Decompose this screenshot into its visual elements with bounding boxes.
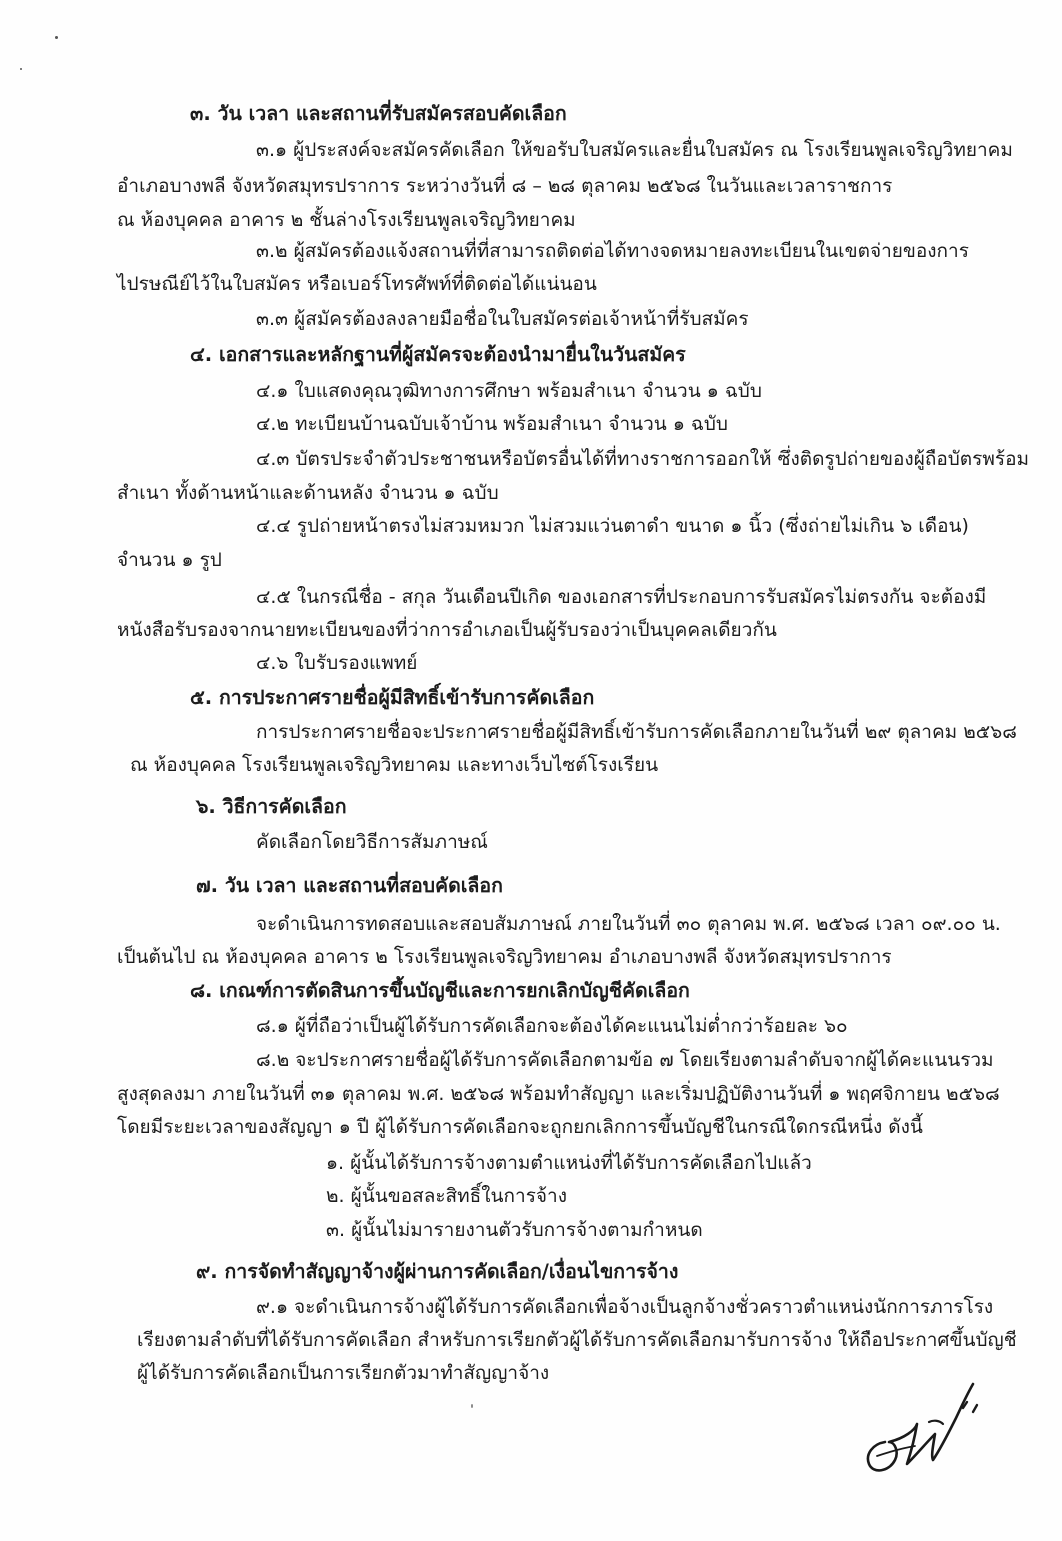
paragraph-line: ๔.๓ บัตรประจำตัวประชาชนหรือบัตรอื่นได้ที่ทางราชการออกให้ ซึ่งติดรูปถ่ายของผู้ถือบัตรพร้อม xyxy=(256,448,1030,470)
paragraph-line: ผู้ได้รับการคัดเลือกเป็นการเรียกตัวมาทำสัญญาจ้าง xyxy=(137,1362,550,1384)
paragraph-line: ๔.๖ ใบรับรองแพทย์ xyxy=(256,652,418,674)
section-7-heading: ๗. วัน เวลา และสถานที่สอบคัดเลือก xyxy=(196,874,503,897)
paragraph-line: การประกาศรายชื่อจะประกาศรายชื่อผู้มีสิทธิ์เข้ารับการคัดเลือกภายในวันที่ ๒๙ ตุลาคม ๒๕๖๘ xyxy=(256,721,1017,743)
paragraph-line: คัดเลือกโดยวิธีการสัมภาษณ์ xyxy=(256,831,488,853)
section-6-heading: ๖. วิธีการคัดเลือก xyxy=(196,795,347,818)
paragraph-line: ๙.๑ จะดำเนินการจ้างผู้ได้รับการคัดเลือกเพื่อจ้างเป็นลูกจ้างชั่วคราวตำแหน่งนักการภารโรง xyxy=(256,1296,994,1318)
paragraph-line: ไปรษณีย์ไว้ในใบสมัคร หรือเบอร์โทรศัพท์ที่ติดต่อได้แน่นอน xyxy=(117,273,597,295)
section-8-heading: ๘. เกณฑ์การตัดสินการขึ้นบัญชีและการยกเลิกบัญชีคัดเลือก xyxy=(190,979,690,1002)
paragraph-line: อำเภอบางพลี จังหวัดสมุทรปราการ ระหว่างวันที่ ๘ – ๒๘ ตุลาคม ๒๕๖๘ ในวันและเวลาราชการ xyxy=(117,175,893,197)
paragraph-line: ๔.๕ ในกรณีชื่อ - สกุล วันเดือนปีเกิด ของเอกสารที่ประกอบการรับสมัครไม่ตรงกัน จะต้องมี xyxy=(256,586,987,608)
paragraph-line: สูงสุดลงมา ภายในวันที่ ๓๑ ตุลาคม พ.ศ. ๒๕๖๘ พร้อมทำสัญญา และเริ่มปฏิบัติงานวันที่ ๑ พฤศจิกายน ๒๕๖๘ xyxy=(117,1083,1000,1105)
list-item: ๓. ผู้นั้นไม่มารายงานตัวรับการจ้างตามกำหนด xyxy=(326,1219,703,1241)
paragraph-line: ๔.๔ รูปถ่ายหน้าตรงไม่สวมหมวก ไม่สวมแว่นตาดำ ขนาด ๑ นิ้ว (ซึ่งถ่ายไม่เกิน ๖ เดือน) xyxy=(256,515,969,537)
paragraph-line: เป็นต้นไป ณ ห้องบุคคล อาคาร ๒ โรงเรียนพูลเจริญวิทยาคม อำเภอบางพลี จังหวัดสมุทรปราการ xyxy=(117,946,892,968)
paragraph-line: เรียงตามลำดับที่ได้รับการคัดเลือก สำหรับการเรียกตัวผู้ได้รับการคัดเลือกมารับการจ้าง ให้ถือประกาศขึ้นบัญชี xyxy=(137,1329,1017,1351)
speck-mark xyxy=(471,1404,473,1408)
paragraph-line: โดยมีระยะเวลาของสัญญา ๑ ปี ผู้ได้รับการคัดเลือกจะถูกยกเลิกการขึ้นบัญชีในกรณีใดกรณีหนึ่ง ดังนี้ xyxy=(117,1116,923,1138)
paragraph-line: ๘.๑ ผู้ที่ถือว่าเป็นผู้ได้รับการคัดเลือกจะต้องได้คะแนนไม่ต่ำกว่าร้อยละ ๖๐ xyxy=(256,1015,848,1037)
section-5-heading: ๕. การประกาศรายชื่อผู้มีสิทธิ์เข้ารับการคัดเลือก xyxy=(190,686,595,709)
signature-icon xyxy=(855,1372,995,1492)
paragraph-line: จำนวน ๑ รูป xyxy=(117,549,222,571)
paragraph-line: สำเนา ทั้งด้านหน้าและด้านหลัง จำนวน ๑ ฉบับ xyxy=(117,482,499,504)
list-item: ๒. ผู้นั้นขอสละสิทธิ์ในการจ้าง xyxy=(326,1185,567,1207)
paragraph-line: ๔.๒ ทะเบียนบ้านฉบับเจ้าบ้าน พร้อมสำเนา จำนวน ๑ ฉบับ xyxy=(256,413,728,435)
paragraph-line: หนังสือรับรองจากนายทะเบียนของที่ว่าการอำเภอเป็นผู้รับรองว่าเป็นบุคคลเดียวกัน xyxy=(117,619,777,641)
paragraph-line: ๔.๑ ใบแสดงคุณวุฒิทางการศึกษา พร้อมสำเนา จำนวน ๑ ฉบับ xyxy=(256,380,762,402)
paragraph-line: จะดำเนินการทดสอบและสอบสัมภาษณ์ ภายในวันที่ ๓๐ ตุลาคม พ.ศ. ๒๕๖๘ เวลา ๐๙.๐๐ น. xyxy=(256,913,1001,935)
paragraph-line: ณ ห้องบุคคล อาคาร ๒ ชั้นล่างโรงเรียนพูลเจริญวิทยาคม xyxy=(117,209,576,231)
section-4-heading: ๔. เอกสารและหลักฐานที่ผู้สมัครจะต้องนำมายื่นในวันสมัคร xyxy=(190,343,686,366)
paragraph-line: ณ ห้องบุคคล โรงเรียนพูลเจริญวิทยาคม และทางเว็บไซต์โรงเรียน xyxy=(130,754,659,776)
section-9-heading: ๙. การจัดทำสัญญาจ้างผู้ผ่านการคัดเลือก/เงื่อนไขการจ้าง xyxy=(196,1260,679,1283)
paragraph-line: ๘.๒ จะประกาศรายชื่อผู้ได้รับการคัดเลือกตามข้อ ๗ โดยเรียงตามลำดับจากผู้ได้คะแนนรวม xyxy=(256,1049,994,1071)
speck-mark xyxy=(55,36,58,39)
speck-mark xyxy=(20,68,22,70)
list-item: ๑. ผู้นั้นได้รับการจ้างตามตำแหน่งที่ได้รับการคัดเลือกไปแล้ว xyxy=(326,1152,812,1174)
paragraph-line: ๓.๑ ผู้ประสงค์จะสมัครคัดเลือก ให้ขอรับใบสมัครและยื่นใบสมัคร ณ โรงเรียนพูลเจริญวิทยาคม xyxy=(256,139,1013,161)
section-3-heading: ๓. วัน เวลา และสถานที่รับสมัครสอบคัดเลือก xyxy=(190,102,567,125)
paragraph-line: ๓.๓ ผู้สมัครต้องลงลายมือชื่อในใบสมัครต่อเจ้าหน้าที่รับสมัคร xyxy=(256,308,749,330)
paragraph-line: ๓.๒ ผู้สมัครต้องแจ้งสถานที่ที่สามารถติดต่อได้ทางจดหมายลงทะเบียนในเขตจ่ายของการ xyxy=(256,240,969,262)
